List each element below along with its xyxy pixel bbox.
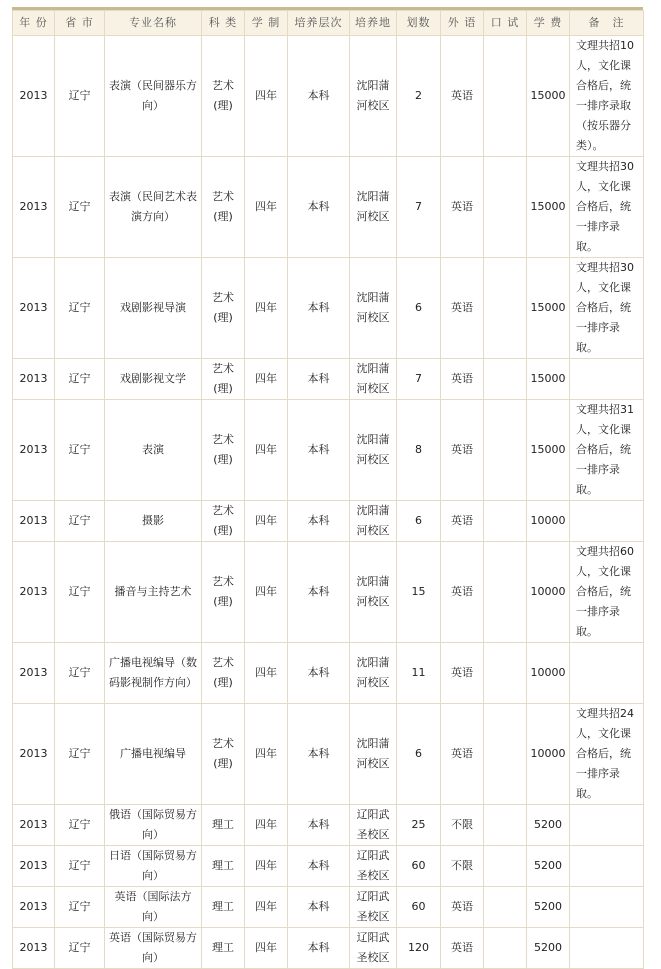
cell-year: 2013 [13,805,55,846]
cell-category: 艺术(理) [202,542,245,643]
cell-oral-test [484,643,527,704]
cell-tuition: 15000 [527,157,570,258]
cell-province: 辽宁 [55,643,105,704]
cell-duration: 四年 [245,258,288,359]
cell-campus: 沈阳蒲河校区 [350,542,397,643]
cell-language: 英语 [441,400,484,501]
cell-level: 本科 [288,359,350,400]
cell-notes: 文理共招10人，文化课合格后，统一排序录取（按乐器分类）。 [570,36,644,157]
cell-language: 英语 [441,359,484,400]
cell-level: 本科 [288,643,350,704]
table-row [13,542,644,643]
cell-oral-test [484,36,527,157]
cell-major: 英语（国际法方向） [105,887,202,928]
cell-language: 英语 [441,704,484,805]
cell-year: 2013 [13,542,55,643]
cell-tuition: 10000 [527,542,570,643]
cell-campus: 沈阳蒲河校区 [350,258,397,359]
cell-level: 本科 [288,501,350,542]
table-row [13,258,644,359]
cell-duration: 四年 [245,846,288,887]
cell-tuition: 10000 [527,643,570,704]
cell-category: 艺术(理) [202,501,245,542]
cell-language: 英语 [441,643,484,704]
cell-major: 表演（民间器乐方向） [105,36,202,157]
cell-tuition: 15000 [527,258,570,359]
cell-year: 2013 [13,258,55,359]
header-province: 省 市 [55,11,105,36]
cell-major: 表演（民间艺术表演方向） [105,157,202,258]
cell-oral-test [484,400,527,501]
cell-campus: 辽阳武圣校区 [350,846,397,887]
cell-tuition: 5200 [527,805,570,846]
table-row [13,846,644,887]
cell-province: 辽宁 [55,400,105,501]
cell-campus: 辽阳武圣校区 [350,805,397,846]
cell-oral-test [484,359,527,400]
cell-oral-test [484,887,527,928]
cell-oral-test [484,846,527,887]
table-row [13,501,644,542]
cell-year: 2013 [13,36,55,157]
table-row [13,805,644,846]
header-notes: 备 注 [570,11,644,36]
cell-quota: 60 [397,887,441,928]
header-level: 培养层次 [288,11,350,36]
cell-notes [570,501,644,542]
cell-quota: 6 [397,704,441,805]
cell-language: 英语 [441,887,484,928]
cell-duration: 四年 [245,643,288,704]
cell-campus: 沈阳蒲河校区 [350,36,397,157]
cell-oral-test [484,501,527,542]
cell-tuition: 15000 [527,36,570,157]
cell-oral-test [484,805,527,846]
enrollment-table [12,10,644,969]
header-tuition: 学 费 [527,11,570,36]
cell-language: 英语 [441,36,484,157]
cell-duration: 四年 [245,359,288,400]
cell-campus: 辽阳武圣校区 [350,887,397,928]
cell-year: 2013 [13,887,55,928]
cell-oral-test [484,704,527,805]
cell-tuition: 10000 [527,704,570,805]
cell-campus: 沈阳蒲河校区 [350,643,397,704]
table-row [13,704,644,805]
cell-category: 艺术(理) [202,400,245,501]
cell-duration: 四年 [245,887,288,928]
cell-major: 英语（国际贸易方向） [105,928,202,969]
cell-major: 播音与主持艺术 [105,542,202,643]
cell-language: 英语 [441,157,484,258]
cell-notes: 文理共招31人，文化课合格后，统一排序录取。 [570,400,644,501]
cell-quota: 8 [397,400,441,501]
cell-year: 2013 [13,157,55,258]
cell-duration: 四年 [245,157,288,258]
cell-level: 本科 [288,805,350,846]
table-row [13,400,644,501]
table-row [13,157,644,258]
cell-level: 本科 [288,887,350,928]
table-header-row [13,11,644,36]
cell-province: 辽宁 [55,805,105,846]
cell-language: 英语 [441,501,484,542]
cell-category: 艺术(理) [202,359,245,400]
header-year: 年 份 [13,11,55,36]
cell-duration: 四年 [245,928,288,969]
cell-notes [570,359,644,400]
cell-category: 理工 [202,846,245,887]
cell-province: 辽宁 [55,501,105,542]
header-oral-test: 口 试 [484,11,527,36]
cell-year: 2013 [13,928,55,969]
cell-campus: 沈阳蒲河校区 [350,501,397,542]
cell-tuition: 15000 [527,400,570,501]
cell-duration: 四年 [245,36,288,157]
cell-notes: 文理共招24人，文化课合格后，统一排序录取。 [570,704,644,805]
cell-notes: 文理共招60人，文化课合格后，统一排序录取。 [570,542,644,643]
cell-quota: 7 [397,157,441,258]
header-campus: 培养地 [350,11,397,36]
cell-campus: 沈阳蒲河校区 [350,359,397,400]
cell-quota: 11 [397,643,441,704]
cell-tuition: 5200 [527,887,570,928]
cell-category: 理工 [202,887,245,928]
cell-language: 英语 [441,542,484,643]
cell-notes [570,643,644,704]
cell-category: 艺术(理) [202,643,245,704]
cell-level: 本科 [288,928,350,969]
cell-tuition: 5200 [527,928,570,969]
cell-category: 理工 [202,928,245,969]
cell-category: 理工 [202,805,245,846]
cell-province: 辽宁 [55,928,105,969]
cell-quota: 120 [397,928,441,969]
cell-category: 艺术(理) [202,258,245,359]
cell-oral-test [484,157,527,258]
cell-province: 辽宁 [55,542,105,643]
cell-notes [570,928,644,969]
cell-language: 英语 [441,258,484,359]
cell-level: 本科 [288,542,350,643]
cell-campus: 沈阳蒲河校区 [350,157,397,258]
cell-level: 本科 [288,36,350,157]
cell-campus: 沈阳蒲河校区 [350,704,397,805]
cell-major: 日语（国际贸易方向） [105,846,202,887]
cell-duration: 四年 [245,400,288,501]
cell-level: 本科 [288,846,350,887]
cell-notes [570,887,644,928]
cell-level: 本科 [288,258,350,359]
cell-oral-test [484,928,527,969]
cell-province: 辽宁 [55,36,105,157]
cell-quota: 60 [397,846,441,887]
cell-notes: 文理共招30人，文化课合格后，统一排序录取。 [570,157,644,258]
cell-duration: 四年 [245,704,288,805]
cell-oral-test [484,542,527,643]
cell-duration: 四年 [245,542,288,643]
cell-notes [570,846,644,887]
table-row [13,887,644,928]
cell-level: 本科 [288,704,350,805]
cell-major: 表演 [105,400,202,501]
cell-tuition: 10000 [527,501,570,542]
cell-duration: 四年 [245,805,288,846]
cell-notes: 文理共招30人，文化课合格后，统一排序录取。 [570,258,644,359]
cell-province: 辽宁 [55,359,105,400]
header-duration: 学 制 [245,11,288,36]
cell-duration: 四年 [245,501,288,542]
cell-notes [570,805,644,846]
cell-major: 戏剧影视文学 [105,359,202,400]
cell-year: 2013 [13,704,55,805]
table-row [13,643,644,704]
cell-year: 2013 [13,846,55,887]
cell-quota: 15 [397,542,441,643]
cell-year: 2013 [13,359,55,400]
table-row [13,36,644,157]
cell-quota: 25 [397,805,441,846]
cell-category: 艺术(理) [202,704,245,805]
cell-campus: 沈阳蒲河校区 [350,400,397,501]
cell-major: 俄语（国际贸易方向） [105,805,202,846]
cell-province: 辽宁 [55,704,105,805]
header-quota: 划数 [397,11,441,36]
cell-language: 英语 [441,928,484,969]
cell-year: 2013 [13,400,55,501]
table-row [13,928,644,969]
cell-province: 辽宁 [55,887,105,928]
table-row [13,359,644,400]
cell-level: 本科 [288,400,350,501]
cell-quota: 6 [397,258,441,359]
cell-major: 广播电视编导 [105,704,202,805]
header-major: 专业名称 [105,11,202,36]
cell-tuition: 15000 [527,359,570,400]
cell-category: 艺术(理) [202,157,245,258]
cell-level: 本科 [288,157,350,258]
cell-category: 艺术(理) [202,36,245,157]
cell-language: 不限 [441,846,484,887]
cell-major: 戏剧影视导演 [105,258,202,359]
cell-campus: 辽阳武圣校区 [350,928,397,969]
cell-oral-test [484,258,527,359]
cell-quota: 2 [397,36,441,157]
cell-major: 广播电视编导（数码影视制作方向） [105,643,202,704]
header-language: 外 语 [441,11,484,36]
cell-language: 不限 [441,805,484,846]
table-body [13,36,644,969]
cell-tuition: 5200 [527,846,570,887]
cell-quota: 6 [397,501,441,542]
cell-province: 辽宁 [55,258,105,359]
cell-province: 辽宁 [55,846,105,887]
cell-year: 2013 [13,501,55,542]
header-category: 科 类 [202,11,245,36]
cell-major: 摄影 [105,501,202,542]
cell-year: 2013 [13,643,55,704]
cell-province: 辽宁 [55,157,105,258]
cell-quota: 7 [397,359,441,400]
